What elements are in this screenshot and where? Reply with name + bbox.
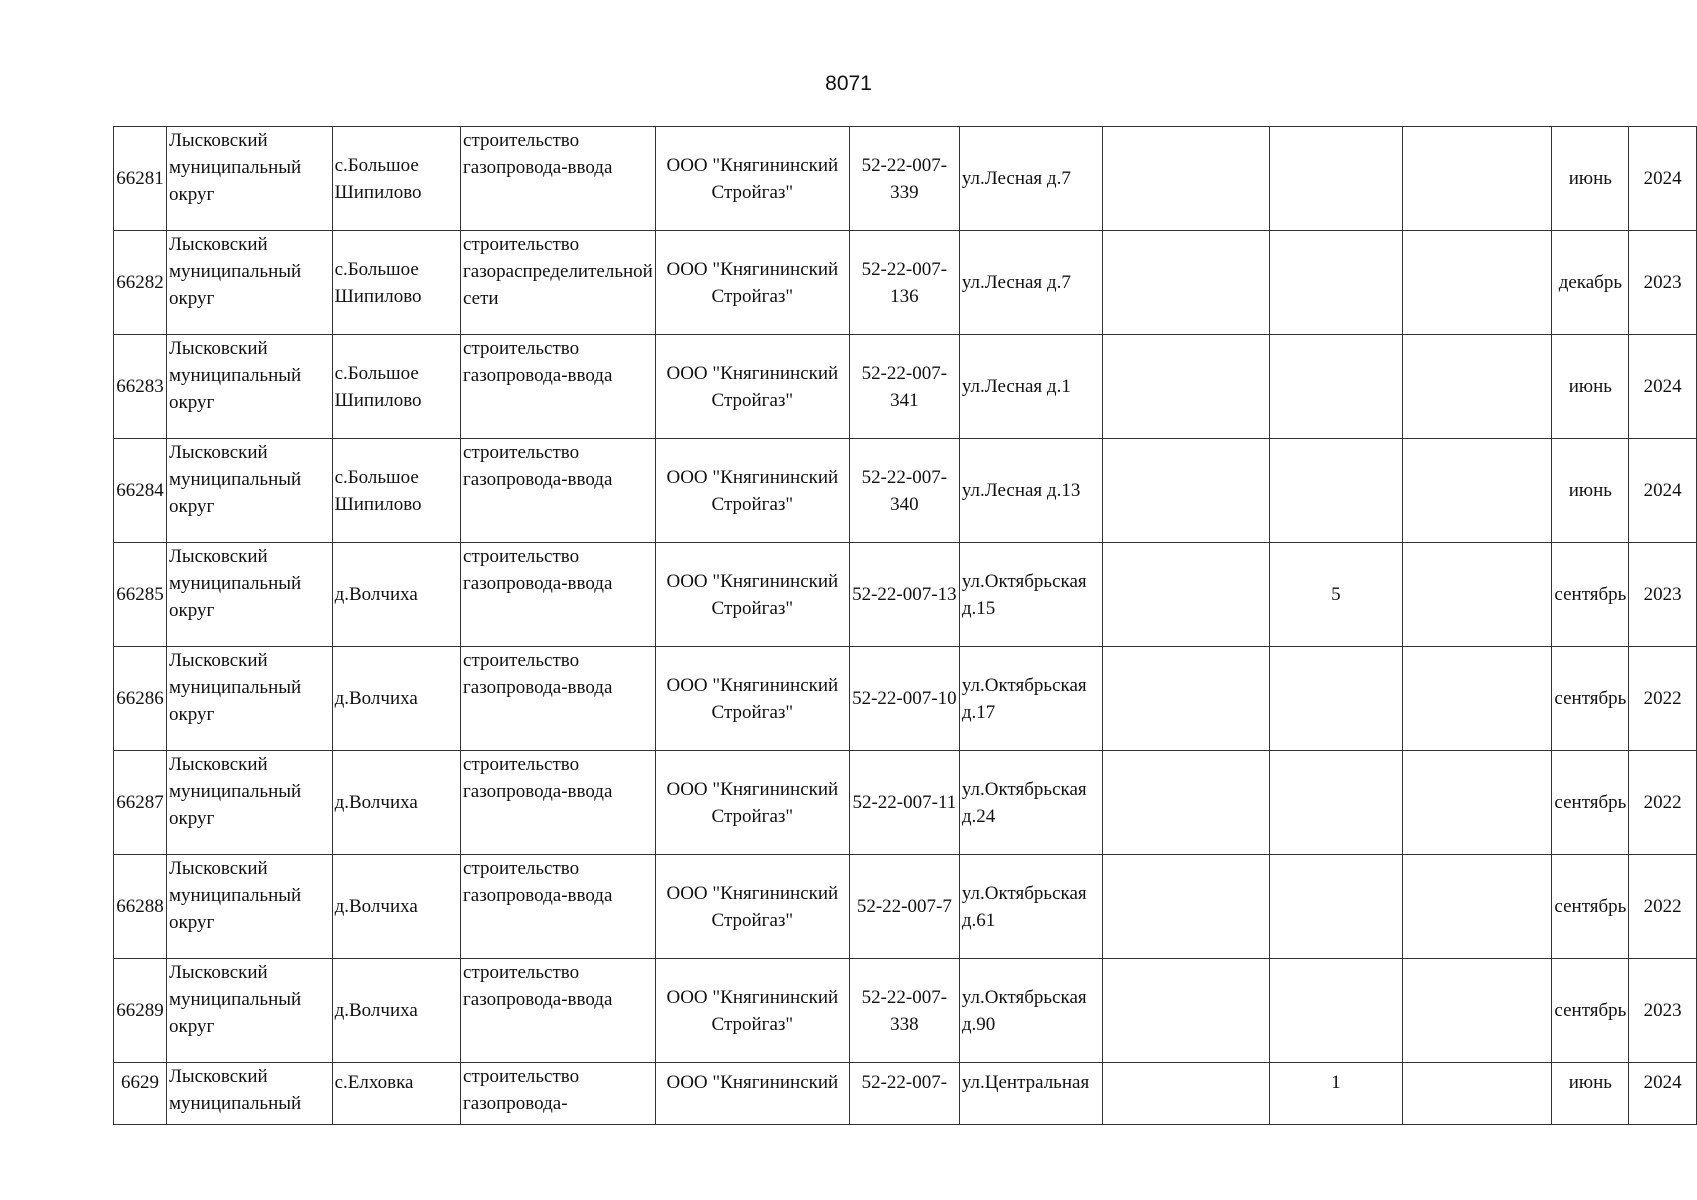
year-cell: 2024 — [1629, 439, 1697, 543]
table-row — [114, 855, 1697, 959]
column-10-cell — [1402, 543, 1552, 647]
column-10-cell — [1402, 335, 1552, 439]
settlement-cell: д.Волчиха — [332, 855, 460, 959]
address-cell: ул.Октябрьская д.90 — [959, 959, 1102, 1063]
year-cell: 2022 — [1629, 647, 1697, 751]
column-10-cell — [1402, 231, 1552, 335]
column-10-cell — [1402, 647, 1552, 751]
row-number-cell: 66282 — [114, 231, 167, 335]
table-row — [114, 439, 1697, 543]
column-8-cell — [1102, 855, 1270, 959]
column-8-cell — [1102, 231, 1270, 335]
settlement-cell: с.Большое Шипилово — [332, 335, 460, 439]
object-code-cell: 52-22-007-339 — [849, 127, 959, 231]
column-9-cell — [1270, 855, 1402, 959]
settlement-cell: д.Волчиха — [332, 751, 460, 855]
settlement-cell: с.Большое Шипилово — [332, 439, 460, 543]
row-number-cell: 66288 — [114, 855, 167, 959]
object-code-cell: 52-22-007-7 — [849, 855, 959, 959]
address-cell: ул.Октябрьская д.61 — [959, 855, 1102, 959]
organization-cell: ООО "Княгининский Стройгаз" — [655, 647, 849, 751]
settlement-cell: д.Волчиха — [332, 543, 460, 647]
column-9-cell — [1270, 231, 1402, 335]
work-type-cell: строительство газопровода- — [461, 1063, 656, 1125]
column-10-cell — [1402, 439, 1552, 543]
work-type-cell: строительство газораспределительной сети — [461, 231, 656, 335]
district-cell: Лысковский муниципальный округ — [166, 855, 332, 959]
settlement-cell: с.Большое Шипилово — [332, 231, 460, 335]
table-row — [114, 647, 1697, 751]
district-cell: Лысковский муниципальный округ — [166, 335, 332, 439]
object-code-cell: 52-22-007-13 — [849, 543, 959, 647]
district-cell: Лысковский муниципальный округ — [166, 647, 332, 751]
address-cell: ул.Лесная д.13 — [959, 439, 1102, 543]
column-8-cell — [1102, 751, 1270, 855]
work-type-cell: строительство газопровода-ввода — [461, 647, 656, 751]
address-cell: ул.Октябрьская д.17 — [959, 647, 1102, 751]
column-10-cell — [1402, 751, 1552, 855]
organization-cell: ООО "Княгининский Стройгаз" — [655, 543, 849, 647]
table-body — [114, 127, 1697, 1125]
organization-cell: ООО "Княгининский Стройгаз" — [655, 335, 849, 439]
column-8-cell — [1102, 647, 1270, 751]
table-row — [114, 543, 1697, 647]
row-number-cell: 66286 — [114, 647, 167, 751]
column-8-cell — [1102, 543, 1270, 647]
address-cell: ул.Лесная д.1 — [959, 335, 1102, 439]
row-number-cell: 66284 — [114, 439, 167, 543]
organization-cell: ООО "Княгининский Стройгаз" — [655, 959, 849, 1063]
work-type-cell: строительство газопровода-ввода — [461, 127, 656, 231]
table-row — [114, 1063, 1697, 1125]
month-cell: июнь — [1552, 127, 1629, 231]
page-number: 8071 — [825, 72, 872, 95]
work-type-cell: строительство газопровода-ввода — [461, 855, 656, 959]
month-cell: декабрь — [1552, 231, 1629, 335]
column-9-cell — [1270, 439, 1402, 543]
organization-cell: ООО "Княгининский — [655, 1063, 849, 1125]
organization-cell: ООО "Княгининский Стройгаз" — [655, 127, 849, 231]
work-type-cell: строительство газопровода-ввода — [461, 439, 656, 543]
district-cell: Лысковский муниципальный округ — [166, 751, 332, 855]
object-code-cell: 52-22-007-340 — [849, 439, 959, 543]
column-8-cell — [1102, 127, 1270, 231]
row-number-cell: 66283 — [114, 335, 167, 439]
object-code-cell: 52-22-007-341 — [849, 335, 959, 439]
column-10-cell — [1402, 127, 1552, 231]
object-code-cell: 52-22-007-10 — [849, 647, 959, 751]
year-cell: 2023 — [1629, 231, 1697, 335]
district-cell: Лысковский муниципальный округ — [166, 439, 332, 543]
column-9-cell: 1 — [1270, 1063, 1402, 1125]
work-type-cell: строительство газопровода-ввода — [461, 751, 656, 855]
address-cell: ул.Октябрьская д.15 — [959, 543, 1102, 647]
year-cell: 2023 — [1629, 959, 1697, 1063]
year-cell: 2024 — [1629, 1063, 1697, 1125]
work-type-cell: строительство газопровода-ввода — [461, 335, 656, 439]
column-8-cell — [1102, 439, 1270, 543]
month-cell: июнь — [1552, 335, 1629, 439]
column-9-cell — [1270, 127, 1402, 231]
settlement-cell: д.Волчиха — [332, 959, 460, 1063]
address-cell: ул.Лесная д.7 — [959, 231, 1102, 335]
table-row — [114, 127, 1697, 231]
month-cell: сентябрь — [1552, 855, 1629, 959]
row-number-cell: 6629 — [114, 1063, 167, 1125]
month-cell: сентябрь — [1552, 647, 1629, 751]
organization-cell: ООО "Княгининский Стройгаз" — [655, 231, 849, 335]
work-type-cell: строительство газопровода-ввода — [461, 543, 656, 647]
month-cell: июнь — [1552, 439, 1629, 543]
organization-cell: ООО "Княгининский Стройгаз" — [655, 751, 849, 855]
column-8-cell — [1102, 959, 1270, 1063]
table-row — [114, 231, 1697, 335]
month-cell: сентябрь — [1552, 543, 1629, 647]
year-cell: 2022 — [1629, 855, 1697, 959]
district-cell: Лысковский муниципальный округ — [166, 231, 332, 335]
table-row — [114, 959, 1697, 1063]
object-code-cell: 52-22-007-136 — [849, 231, 959, 335]
month-cell: сентябрь — [1552, 959, 1629, 1063]
object-code-cell: 52-22-007-11 — [849, 751, 959, 855]
month-cell: сентябрь — [1552, 751, 1629, 855]
work-type-cell: строительство газопровода-ввода — [461, 959, 656, 1063]
row-number-cell: 66281 — [114, 127, 167, 231]
organization-cell: ООО "Княгининский Стройгаз" — [655, 855, 849, 959]
district-cell: Лысковский муниципальный округ — [166, 127, 332, 231]
row-number-cell: 66285 — [114, 543, 167, 647]
year-cell: 2024 — [1629, 335, 1697, 439]
column-9-cell — [1270, 959, 1402, 1063]
object-code-cell: 52-22-007-338 — [849, 959, 959, 1063]
column-9-cell — [1270, 647, 1402, 751]
table-row — [114, 751, 1697, 855]
column-8-cell — [1102, 1063, 1270, 1125]
column-9-cell: 5 — [1270, 543, 1402, 647]
table-row — [114, 335, 1697, 439]
row-number-cell: 66287 — [114, 751, 167, 855]
year-cell: 2023 — [1629, 543, 1697, 647]
district-cell: Лысковский муниципальный округ — [166, 959, 332, 1063]
settlement-cell: с.Елховка — [332, 1063, 460, 1125]
column-10-cell — [1402, 1063, 1552, 1125]
district-cell: Лысковский муниципальный округ — [166, 543, 332, 647]
month-cell: июнь — [1552, 1063, 1629, 1125]
column-9-cell — [1270, 335, 1402, 439]
year-cell: 2022 — [1629, 751, 1697, 855]
column-10-cell — [1402, 855, 1552, 959]
column-9-cell — [1270, 751, 1402, 855]
organization-cell: ООО "Княгининский Стройгаз" — [655, 439, 849, 543]
address-cell: ул.Октябрьская д.24 — [959, 751, 1102, 855]
year-cell: 2024 — [1629, 127, 1697, 231]
column-10-cell — [1402, 959, 1552, 1063]
row-number-cell: 66289 — [114, 959, 167, 1063]
object-code-cell: 52-22-007- — [849, 1063, 959, 1125]
settlement-cell: д.Волчиха — [332, 647, 460, 751]
register-table — [113, 126, 1697, 1125]
address-cell: ул.Лесная д.7 — [959, 127, 1102, 231]
address-cell: ул.Центральная — [959, 1063, 1102, 1125]
column-8-cell — [1102, 335, 1270, 439]
district-cell: Лысковский муниципальный — [166, 1063, 332, 1125]
settlement-cell: с.Большое Шипилово — [332, 127, 460, 231]
